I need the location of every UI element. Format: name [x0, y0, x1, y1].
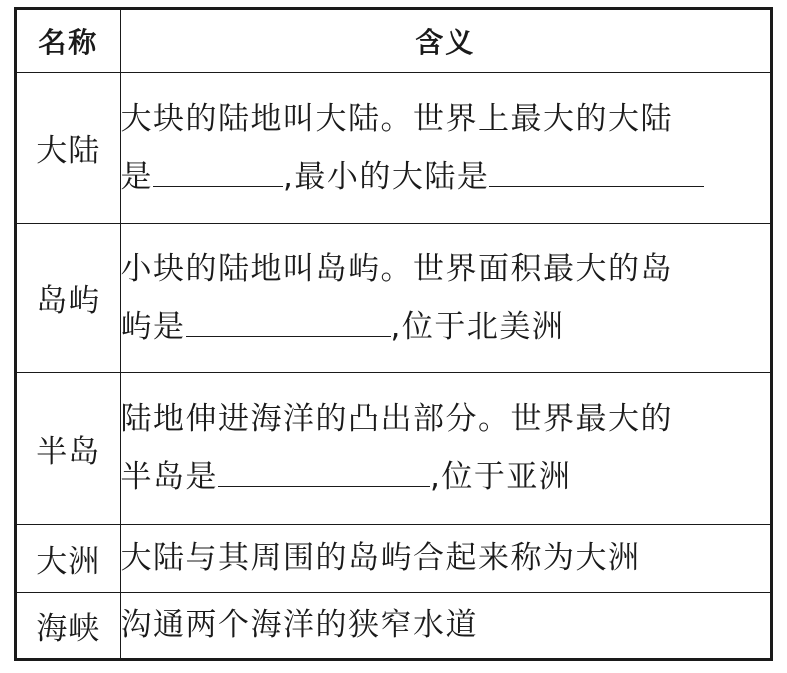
terms-table-frame: [14, 7, 773, 661]
table-row: [17, 72, 770, 223]
fill-in-blank[interactable]: [153, 152, 283, 187]
meaning-cell: [120, 72, 770, 223]
geography-terms-table: [17, 10, 770, 658]
term-cell: 半岛: [17, 372, 120, 524]
meaning-text: 半岛是: [120, 459, 218, 495]
table-row: [17, 372, 770, 524]
meaning-line: 大块的陆地叫大陆。世界上最大的大陆: [120, 100, 673, 137]
meaning-cell: [120, 372, 770, 524]
meaning-line: [121, 448, 771, 506]
header-name: 名称: [17, 10, 120, 72]
meaning-line: 沟通两个海洋的狭窄水道: [120, 607, 478, 644]
term-cell: 海峡: [17, 592, 120, 658]
term-cell: 大陆: [17, 72, 120, 223]
fill-in-blank[interactable]: [489, 152, 704, 187]
table-row: [17, 592, 770, 658]
meaning-text: 屿是: [120, 308, 186, 345]
meaning-line: [121, 148, 771, 206]
meaning-text: ,最小的大陆是: [283, 158, 490, 195]
table-header-row: [17, 10, 770, 72]
meaning-line: 小块的陆地叫岛屿。世界面积最大的岛: [120, 250, 673, 287]
meaning-text: ,位于亚洲: [430, 459, 572, 495]
meaning-line: [121, 298, 771, 356]
meaning-line: 陆地伸进海洋的凸出部分。世界最大的: [120, 401, 673, 437]
meaning-cell: [120, 223, 770, 372]
meaning-text: ,位于北美洲: [390, 308, 565, 345]
fill-in-blank[interactable]: [218, 452, 430, 487]
meaning-cell: [120, 592, 770, 658]
meaning-text: 是: [120, 158, 153, 195]
meaning-line: 大陆与其周围的岛屿合起来称为大洲: [120, 540, 641, 576]
term-cell: 大洲: [17, 524, 120, 592]
fill-in-blank[interactable]: [186, 302, 391, 337]
term-cell: 岛屿: [17, 223, 120, 372]
header-meaning: 含义: [120, 10, 770, 72]
table-row: [17, 223, 770, 372]
table-row: [17, 524, 770, 592]
meaning-cell: [120, 524, 770, 592]
